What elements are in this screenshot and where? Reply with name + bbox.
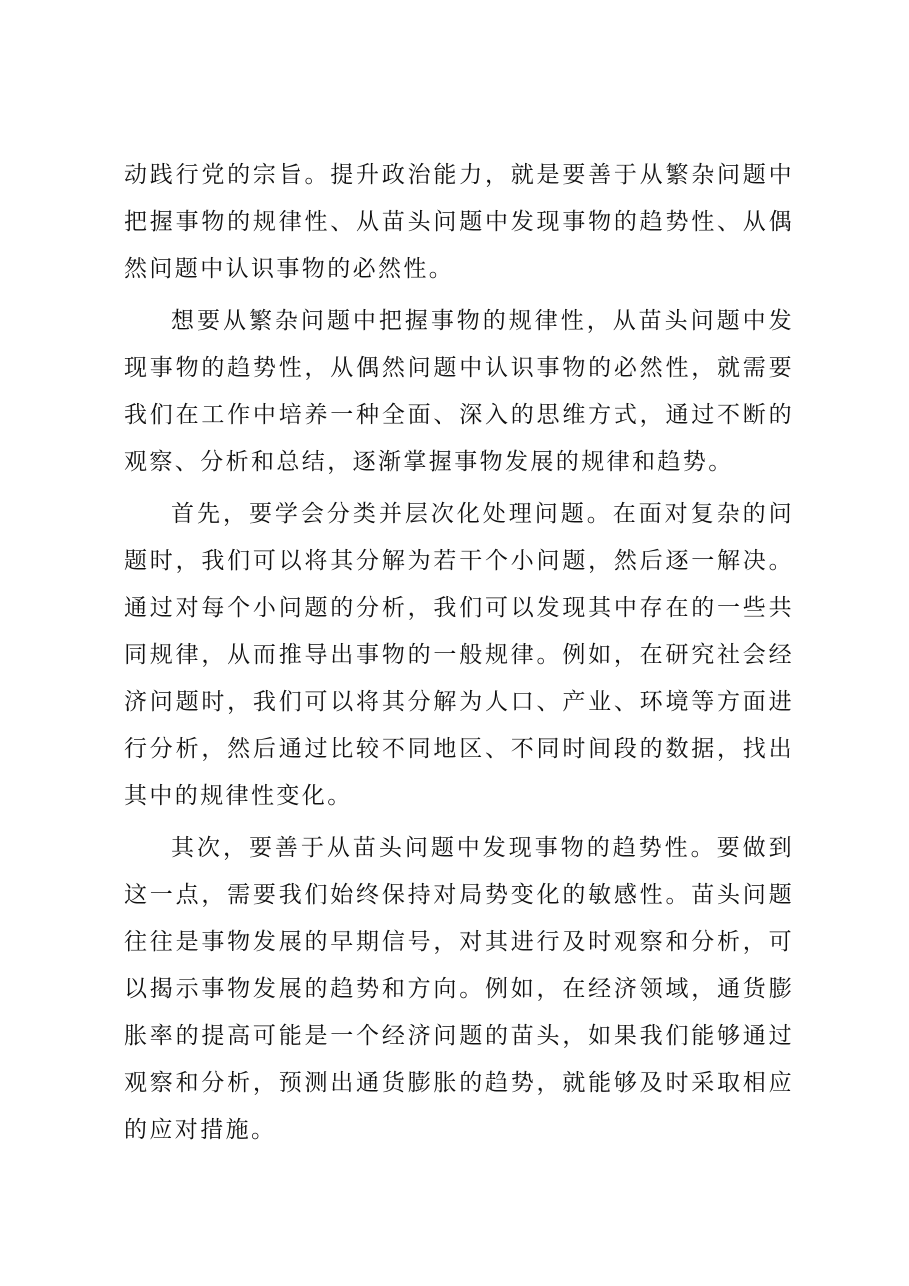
paragraph-first-point: 首先，要学会分类并层次化处理问题。在面对复杂的问题时，我们可以将其分解为若干个小问题，然后逐一解决。通过对每个小问题的分析，我们可以发现其中存在的一些共同规律，从而推导出事物的一般规律。例如，在研究社会经济问题时，我们可以将其分解为人口、产业、环境等方面进行分析，然后通过比较不同地区、不同时间段的数据，找出其中的规律性变化。 [124, 501, 794, 809]
paragraph-intro: 想要从繁杂问题中把握事物的规律性，从苗头问题中发现事物的趋势性，从偶然问题中认识事物的必然性，就需要我们在工作中培养一种全面、深入的思维方式，通过不断的观察、分析和总结，逐渐掌握事物发展的规律和趋势。 [124, 308, 794, 475]
paragraph-continued: 动践行党的宗旨。提升政治能力，就是要善于从繁杂问题中把握事物的规律性、从苗头问题中发现事物的趋势性、从偶然问题中认识事物的必然性。 [124, 162, 794, 282]
document-body [124, 152, 794, 1159]
paragraph-second-point: 其次，要善于从苗头问题中发现事物的趋势性。要做到这一点，需要我们始终保持对局势变化的敏感性。苗头问题往往是事物发展的早期信号，对其进行及时观察和分析，可以揭示事物发展的趋势和方向。例如，在经济领域，通货膨胀率的提高可能是一个经济问题的苗头，如果我们能够通过观察和分析，预测出通货膨胀的趋势，就能够及时采取相应的应对措施。 [124, 835, 794, 1143]
